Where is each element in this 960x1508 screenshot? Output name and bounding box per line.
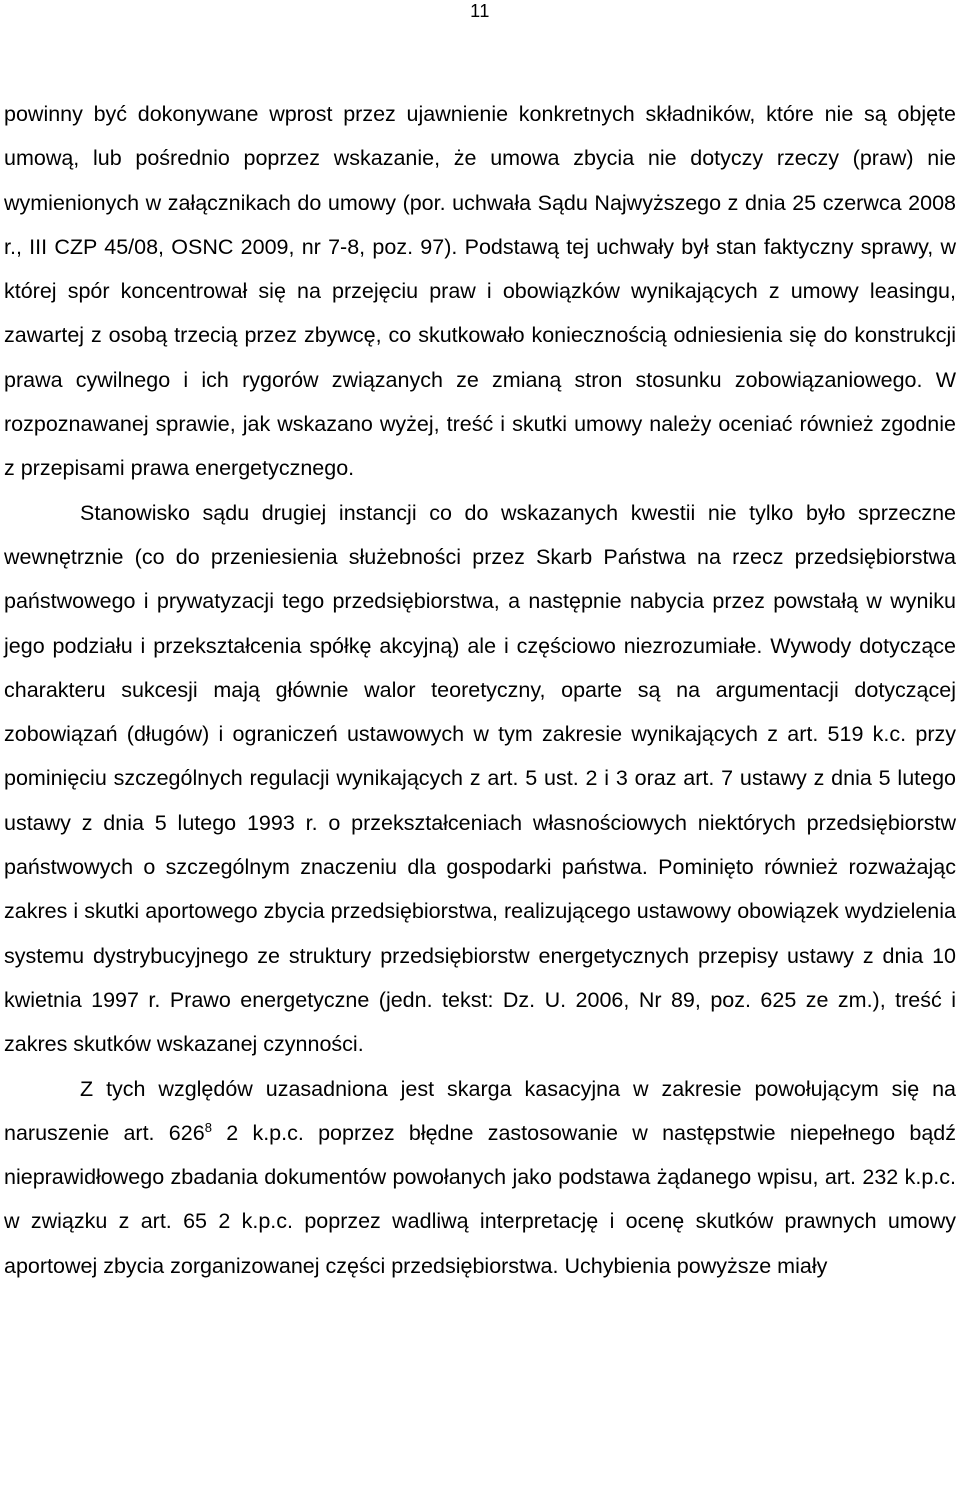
paragraph-conclusion-text-before: Z tych względów uzasadniona jest skarga kasacyjna w zakresie powołującym się na naruszenie art. 626 — [4, 1076, 956, 1145]
document-body — [4, 92, 956, 1288]
page-number: 11 — [470, 1, 490, 21]
paragraph-conclusion — [4, 1067, 956, 1288]
article-superscript: 8 — [204, 1119, 212, 1135]
paragraph-court-position: Stanowisko sądu drugiej instancji co do wskazanych kwestii nie tylko było sprzeczne wewnętrznie (co do przeniesienia służebności przez Skarb Państwa na rzecz przedsiębiorstwa państwowego i prywatyzacji tego przedsiębiorstwa, a następnie nabycia przez powstałą w wyniku jego podziału i przekształcenia spółkę akcyjną) ale i częściowo niezrozumiałe. Wywody dotyczące charakteru sukcesji mają głównie walor teoretyczny, oparte są na argumentacji dotyczącej zobowiązań (długów) i ograniczeń ustawowych w tym zakresie wynikających z art. 519 k.c. przy pominięciu szczególnych regulacji wynikających z art. 5 ust. 2 i 3 oraz art. 7 ustawy z dnia 5 lutego ustawy z dnia 5 lutego 1993 r. o przekształceniach własnościowych niektórych przedsiębiorstw państwowych o szczególnym znaczeniu dla gospodarki państwa. Pominięto również rozważając zakres i skutki aportowego zbycia przedsiębiorstwa, realizującego ustawowy obowiązek wydzielenia systemu dystrybucyjnego ze struktury przedsiębiorstw energetycznych przepisy ustawy z dnia 10 kwietnia 1997 r. Prawo energetyczne (jedn. tekst: Dz. U. 2006, Nr 89, poz. 625 ze zm.), treść i zakres skutków wskazanej czynności. — [4, 500, 956, 1057]
paragraph-conclusion-text-after: 2 k.p.c. poprzez błędne zastosowanie w następstwie niepełnego bądź nieprawidłowego zbadania dokumentów powołanych jako podstawa żądanego wpisu, art. 232 k.p.c. w związku z art. 65 2 k.p.c. poprzez wadliwą interpretację i ocenę skutków prawnych umowy aportowej zbycia zorganizowanej części przedsiębiorstwa. Uchybienia powyższe miały — [4, 1120, 956, 1278]
paragraph-continuation: powinny być dokonywane wprost przez ujawnienie konkretnych składników, które nie są objęte umową, lub pośrednio poprzez wskazanie, że umowa zbycia nie dotyczy rzeczy (praw) nie wymienionych w załącznikach do umowy (por. uchwała Sądu Najwyższego z dnia 25 czerwca 2008 r., III CZP 45/08, OSNC 2009, nr 7-8, poz. 97). Podstawą tej uchwały był stan faktyczny sprawy, w której spór koncentrował się na przejęciu praw i obowiązków wynikających z umowy leasingu, zawartej z osobą trzecią przez zbywcę, co skutkowało koniecznością odniesienia się do konstrukcji prawa cywilnego i ich rygorów związanych ze zmianą stron stosunku zobowiązaniowego. W rozpoznawanej sprawie, jak wskazano wyżej, treść i skutki umowy należy oceniać również zgodnie z przepisami prawa energetycznego. — [4, 102, 956, 481]
